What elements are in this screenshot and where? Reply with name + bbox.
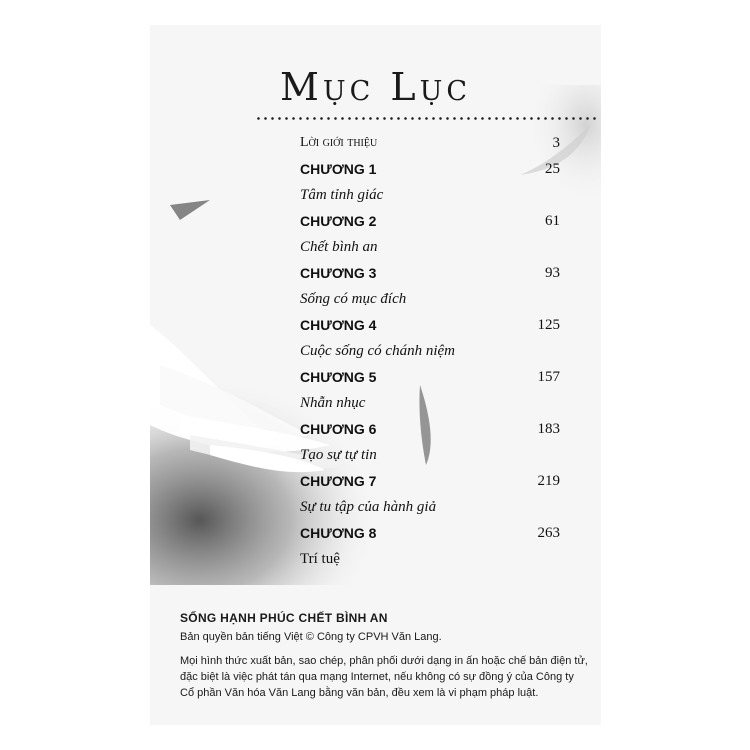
book-page xyxy=(150,25,601,725)
toc-entry-label: Tạo sự tự tin xyxy=(300,447,377,463)
toc-chapter-row xyxy=(300,265,560,287)
toc-entry-row xyxy=(300,395,560,417)
toc-page-number: 93 xyxy=(545,265,560,281)
toc-entry-label: CHƯƠNG 2 xyxy=(300,213,377,229)
legal-notice xyxy=(180,653,590,701)
toc-page-number: 157 xyxy=(537,369,560,385)
toc-chapter-row xyxy=(300,317,560,339)
toc-entry-label: Cuộc sống có chánh niệm xyxy=(300,343,455,359)
toc-chapter-row xyxy=(300,213,560,235)
toc-entry-label: Sự tu tập của hành giả xyxy=(300,499,437,515)
toc-entry-label: Chết bình an xyxy=(300,239,378,255)
toc-chapter-row xyxy=(300,369,560,391)
toc-entry-row xyxy=(300,239,560,261)
toc-entry-label: CHƯƠNG 6 xyxy=(300,421,377,437)
toc-page-number: 61 xyxy=(545,213,560,229)
toc-entry-label: CHƯƠNG 1 xyxy=(300,161,377,177)
notice-line: Cổ phần Văn hóa Văn Lang bằng văn bản, đều xem là vi phạm pháp luật. xyxy=(180,687,539,699)
toc-entry-row xyxy=(300,187,560,209)
toc-entry-row xyxy=(300,447,560,469)
toc-page-number: 219 xyxy=(537,473,560,489)
toc-entry-row xyxy=(300,499,560,521)
toc-chapter-row xyxy=(300,473,560,495)
toc-entry-label: Sống có mục đích xyxy=(300,291,407,307)
book-title: SỐNG HẠNH PHÚC CHẾT BÌNH AN xyxy=(180,611,388,625)
toc-entry-label: Lời giới thiệu xyxy=(300,135,378,150)
dotted-divider xyxy=(255,117,600,120)
toc-entry-row xyxy=(300,291,560,313)
toc-entry-label: CHƯƠNG 7 xyxy=(300,473,377,489)
toc-entry-row xyxy=(300,135,560,157)
toc-entry-row xyxy=(300,551,560,573)
toc-chapter-row xyxy=(300,161,560,183)
toc-page-number: 183 xyxy=(537,421,560,437)
toc-entry-row xyxy=(300,343,560,365)
toc-entry-label: CHƯƠNG 5 xyxy=(300,369,377,385)
toc-title: Mục Lục xyxy=(279,65,472,109)
toc-page-number: 3 xyxy=(552,135,560,151)
toc-page-number: 125 xyxy=(537,317,560,333)
toc-entry-label: Tâm tỉnh giác xyxy=(300,187,384,203)
notice-line: Mọi hình thức xuất bản, sao chép, phân phối dưới dạng in ấn hoặc chế bản điện tử, xyxy=(180,655,588,667)
toc-entry-label: CHƯƠNG 4 xyxy=(300,317,377,333)
toc-page-number: 25 xyxy=(545,161,560,177)
notice-line: đặc biệt là việc phát tán qua mạng Internet, nếu không có sự đồng ý của Công ty xyxy=(180,671,574,683)
toc-entry-label: CHƯƠNG 8 xyxy=(300,525,377,541)
toc-chapter-row xyxy=(300,421,560,443)
toc-entry-label: Trí tuệ xyxy=(300,551,340,567)
copyright-line: Bản quyền bản tiếng Việt © Công ty CPVH Văn Lang. xyxy=(180,631,442,643)
colophon xyxy=(180,611,590,701)
toc-entry-label: Nhẫn nhục xyxy=(300,395,366,411)
toc-entry-label: CHƯƠNG 3 xyxy=(300,265,377,281)
toc-chapter-row xyxy=(300,525,560,547)
toc-page-number: 263 xyxy=(537,525,560,541)
